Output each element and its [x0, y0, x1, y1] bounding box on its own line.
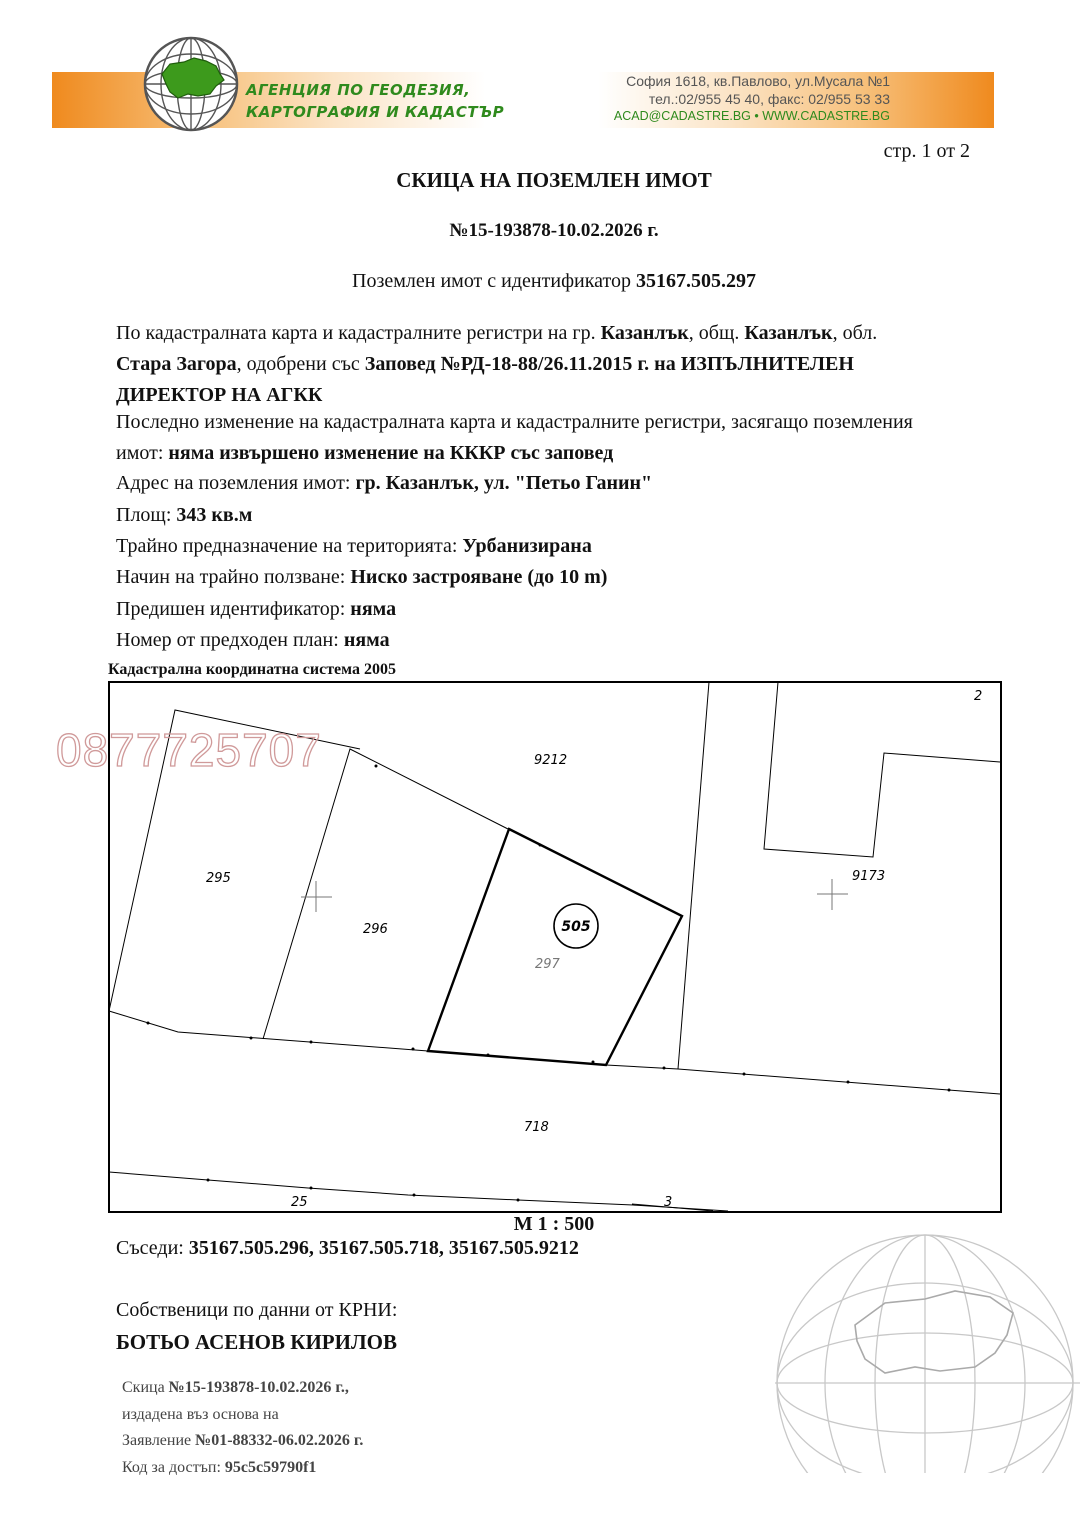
field-previous-id	[116, 594, 996, 625]
field-label: Номер от предходен план:	[116, 629, 344, 651]
phone-watermark: 0877725707	[56, 724, 322, 776]
neighbours-value: 35167.505.296, 35167.505.718, 35167.505.9212	[188, 1237, 579, 1259]
last-change	[116, 407, 996, 469]
agency-web: ACAD@CADASTRE.BG • WWW.CADASTRE.BG	[613, 109, 890, 123]
field-previous-plan	[116, 625, 996, 656]
globe-logo-icon	[140, 34, 242, 134]
field-value: няма	[343, 629, 390, 651]
field-label: Площ:	[116, 504, 177, 526]
cadastral-text: По кадастралната карта и кадастралните регистри на гр.	[116, 322, 601, 344]
field-value: 343 кв.м	[176, 504, 253, 526]
cadastral-basis	[116, 318, 996, 411]
parcel-label-718: 718	[524, 1120, 549, 1135]
last-change-label: имот:	[116, 442, 169, 464]
footer-value: №01-88332-06.02.2026 г.	[195, 1432, 364, 1449]
field-area	[116, 500, 996, 531]
footer-value: №15-193878-10.02.2026 г.,	[168, 1379, 349, 1396]
field-value: гр. Казанлък, ул. "Петьо Ганин"	[355, 472, 653, 494]
neighbours-line	[116, 1237, 579, 1260]
region: Стара Загора	[116, 353, 237, 375]
field-usage	[116, 562, 996, 593]
footer-issued: издадена въз основа на	[122, 1406, 279, 1423]
agency-name-line1: АГЕНЦИЯ ПО ГЕОДЕЗИЯ,	[246, 81, 471, 99]
field-value: Ниско застрояване (до 10 m)	[350, 566, 608, 588]
field-address	[116, 468, 996, 499]
last-change-label: Последно изменение на кадастралната карта и кадастралните регистри, засягащо поземления	[116, 411, 913, 433]
footer-label: Скица	[122, 1379, 169, 1396]
page-number: стр. 1 от 2	[883, 140, 970, 162]
city: Казанлък	[600, 322, 689, 344]
field-label: Предишен идентификатор:	[116, 598, 351, 620]
parcel-label-296: 296	[363, 922, 388, 937]
footer-value: 95c5c59790f1	[224, 1459, 317, 1476]
last-change-value: няма извършено изменение на КККР със заповед	[168, 442, 614, 464]
field-label: Трайно предназначение на територията:	[116, 535, 463, 557]
footer-label: Код за достъп:	[122, 1459, 225, 1476]
identifier-line	[0, 270, 1080, 293]
owners-label: Собственици по данни от КРНИ:	[116, 1299, 398, 1321]
agency-name-line2: КАРТОГРАФИЯ И КАДАСТЪР	[246, 103, 505, 121]
parcel-label-25: 25	[291, 1195, 308, 1210]
approval-order: Заповед №РД-18-88/26.11.2015 г. на ИЗПЪЛНИТЕЛЕН	[364, 353, 854, 375]
parcel-label-297: 297	[535, 957, 560, 972]
cadastral-text: , общ.	[688, 322, 745, 344]
field-value: няма	[350, 598, 397, 620]
neighbours-label: Съседи:	[116, 1237, 189, 1259]
cadastral-text: , обл.	[832, 322, 878, 344]
approval-order-authority: ДИРЕКТОР НА АГКК	[116, 384, 323, 406]
footer-access-code	[122, 1459, 316, 1477]
footer-application	[122, 1432, 363, 1450]
page-title: СКИЦА НА ПОЗЕМЛЕН ИМОТ	[396, 168, 712, 192]
parcel-label-2: 2	[974, 689, 983, 704]
footer-sketch	[122, 1379, 349, 1397]
agency-address: София 1618, кв.Павлово, ул.Мусала №1	[626, 73, 890, 89]
map-scale: М 1 : 500	[513, 1213, 595, 1235]
parcel-label-9212: 9212	[534, 753, 568, 768]
coordinate-system-label: Кадастрална координатна система 2005	[108, 661, 396, 678]
municipality: Казанлък	[744, 322, 833, 344]
cadastral-text: , одобрени със	[236, 353, 365, 375]
agency-phone: тел.:02/955 45 40, факс: 02/955 53 33	[648, 91, 890, 107]
parcel-label-9173: 9173	[852, 869, 886, 884]
field-purpose	[116, 531, 996, 562]
field-value: Урбанизирана	[462, 535, 592, 557]
parcel-label-3: 3	[664, 1195, 673, 1210]
identifier-label: Поземлен имот с идентификатор	[352, 270, 636, 292]
block-number: 505	[561, 919, 591, 935]
footer-label: Заявление	[122, 1432, 196, 1449]
identifier-value: 35167.505.297	[635, 270, 756, 292]
document-number: №15-193878-10.02.2026 г.	[449, 220, 659, 241]
field-label: Адрес на поземления имот:	[116, 472, 356, 494]
background-globe-icon	[745, 1233, 1080, 1473]
field-label: Начин на трайно ползване:	[116, 566, 351, 588]
parcel-label-295: 295	[206, 871, 231, 886]
owner-name: БОТЬО АСЕНОВ КИРИЛОВ	[116, 1330, 397, 1354]
